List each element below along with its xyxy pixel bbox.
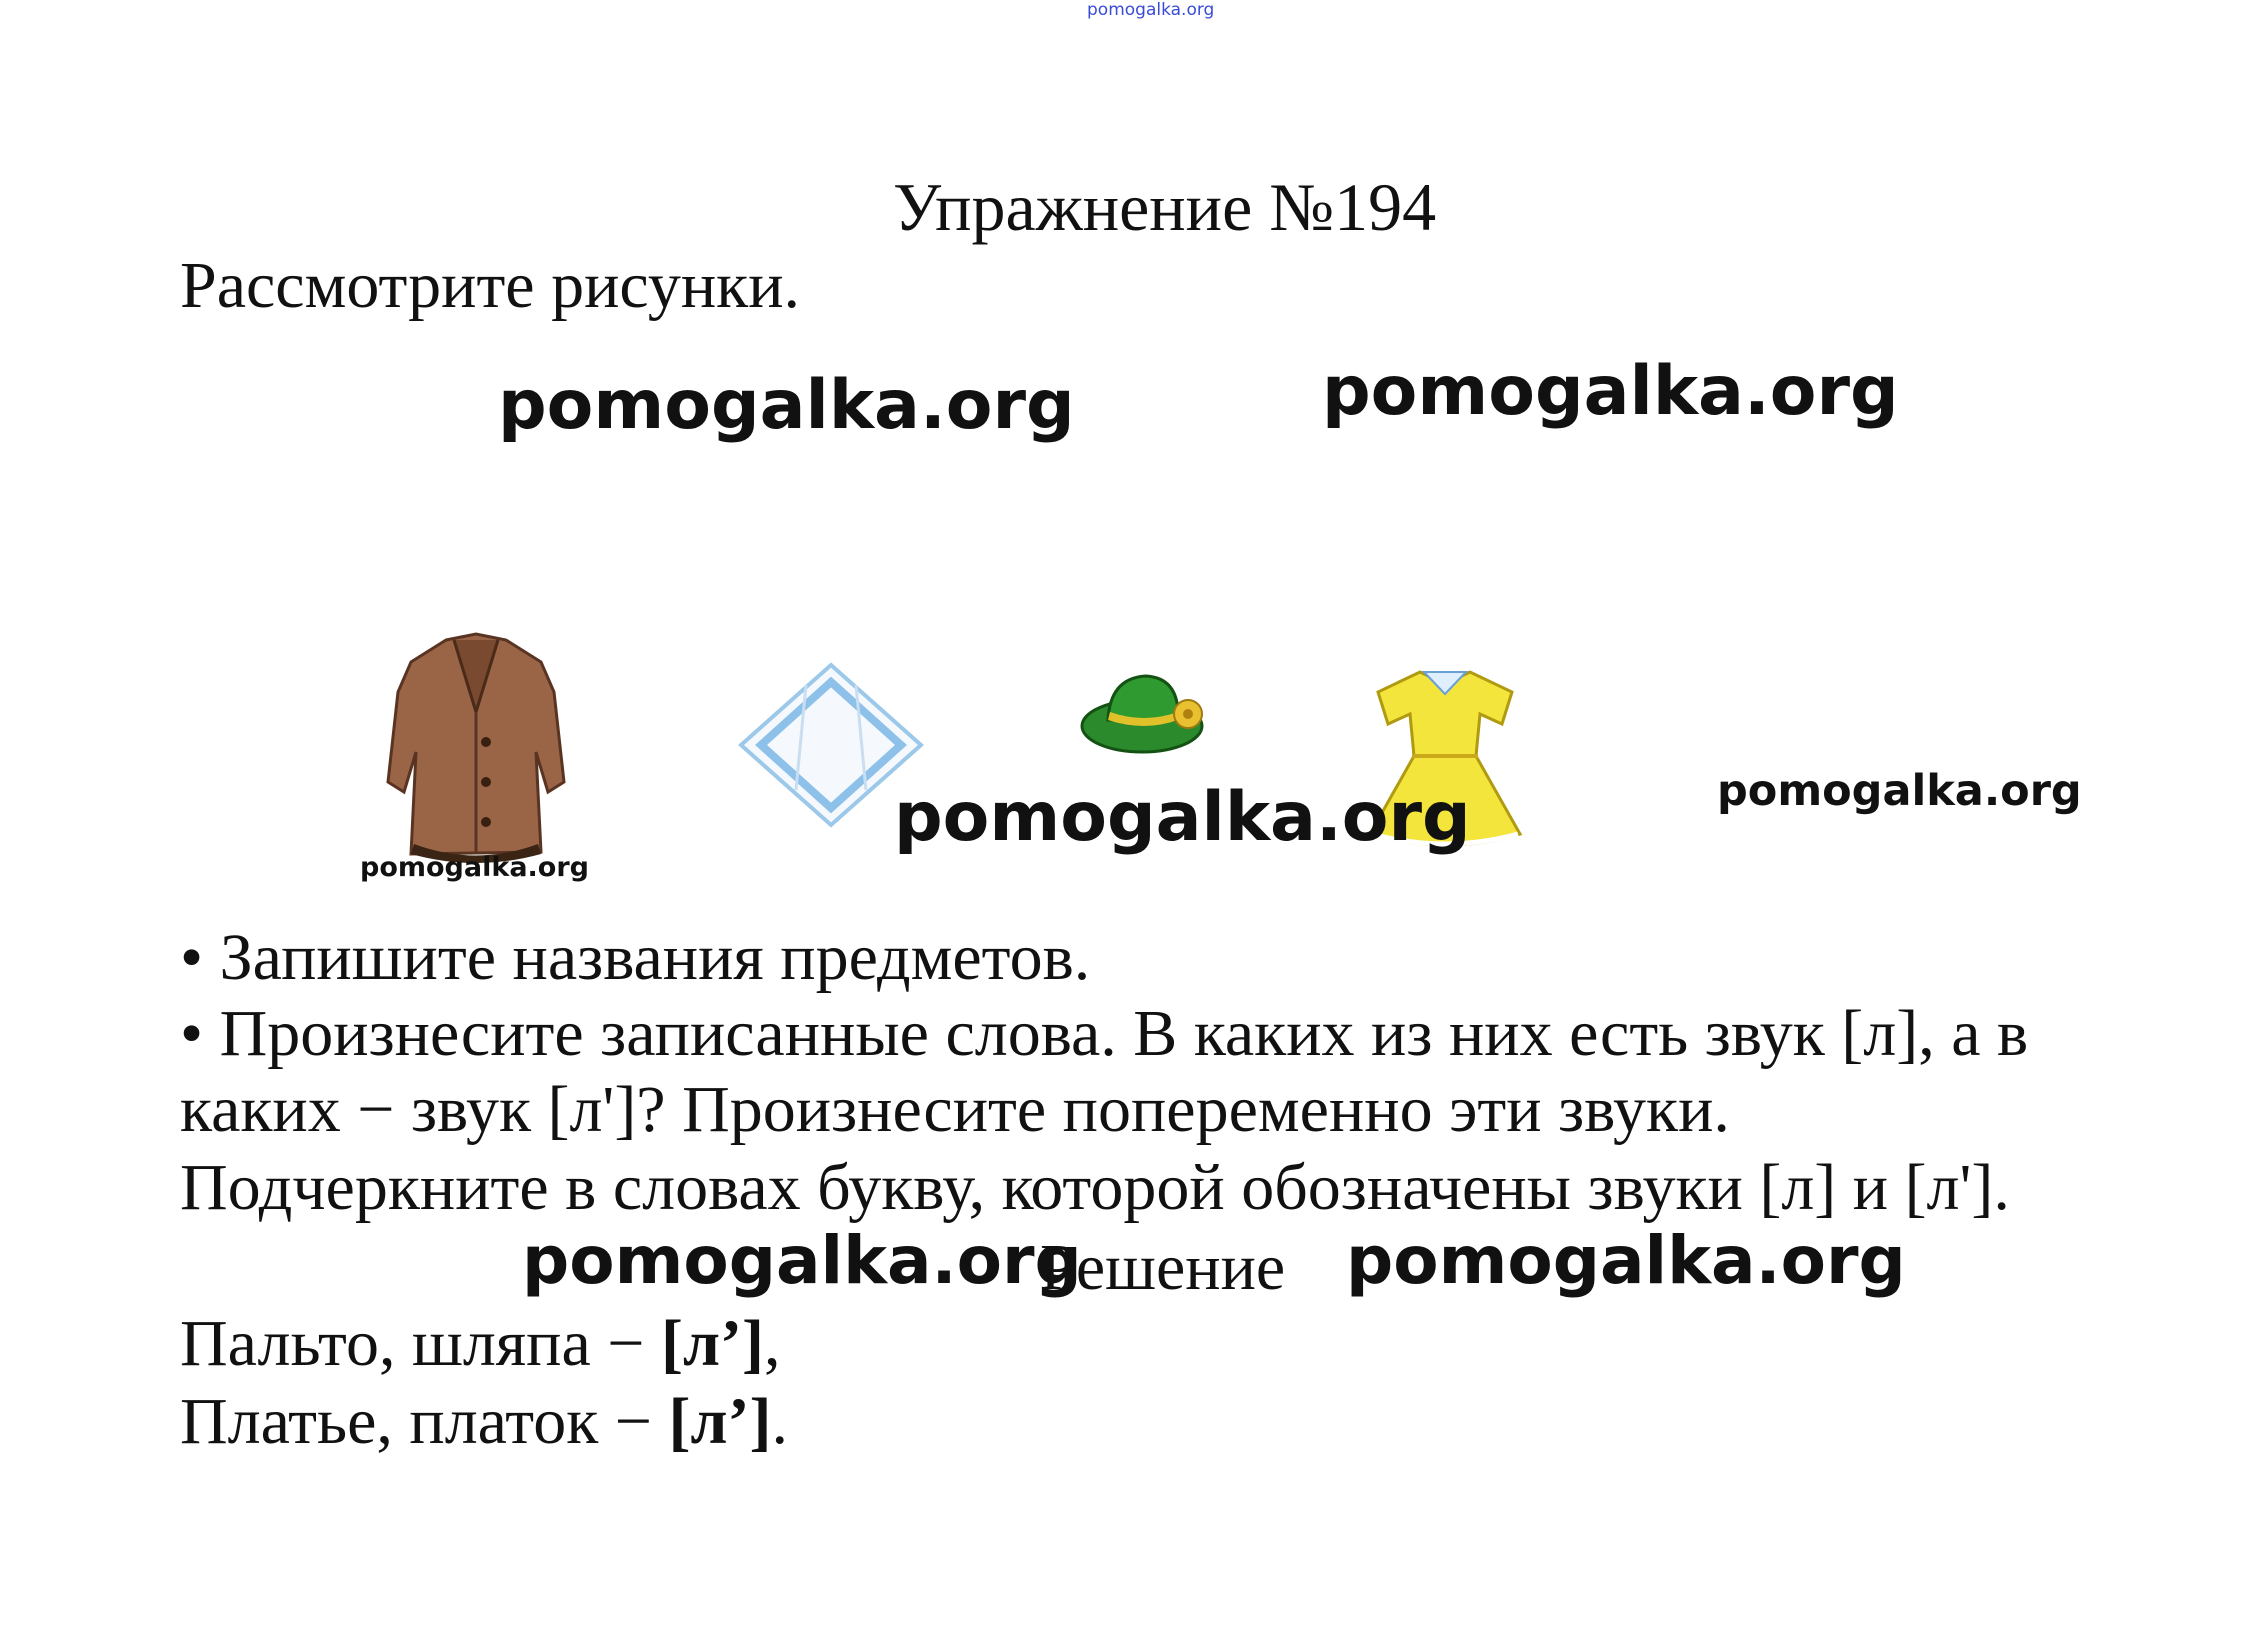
- watermark: pomogalka.org: [498, 366, 1075, 445]
- watermark: pomogalka.org: [1322, 352, 1899, 431]
- watermark: pomogalka.org: [360, 852, 589, 883]
- top-watermark: pomogalka.org: [1087, 0, 1215, 20]
- sound-label: [л’]: [660, 1307, 764, 1380]
- watermark: pomogalka.org: [522, 1222, 1082, 1299]
- hat-icon: [1080, 668, 1212, 768]
- task-3: Подчеркните в словах букву, которой обозначены звуки [л] и [л'].: [180, 1151, 2010, 1224]
- instruction-text: Рассмотрите рисунки.: [180, 249, 801, 322]
- punctuation: ,: [763, 1307, 781, 1380]
- punctuation: .: [771, 1385, 788, 1458]
- sound-label: [л’]: [668, 1385, 772, 1458]
- task-2-line-2: каких − звук [л']? Произнесите попеременно эти звуки.: [180, 1073, 1730, 1146]
- watermark: pomogalka.org: [1717, 766, 2082, 816]
- solution-line-2: [180, 1384, 788, 1460]
- exercise-title: Упражнение №194: [893, 169, 1437, 245]
- watermark: pomogalka.org: [894, 778, 1471, 857]
- solution-words: Платье, платок −: [180, 1385, 669, 1458]
- solution-words: Пальто, шляпа −: [180, 1307, 661, 1380]
- solution-heading: Решение: [1040, 1231, 1286, 1304]
- solution-line-1: [180, 1306, 780, 1382]
- watermark: pomogalka.org: [1346, 1222, 1906, 1299]
- coat-icon: [376, 632, 576, 862]
- task-2-line-1: • Произнесите записанные слова. В каких из них есть звук [л], а в: [180, 997, 2029, 1070]
- task-1: • Запишите названия предметов.: [180, 921, 1091, 994]
